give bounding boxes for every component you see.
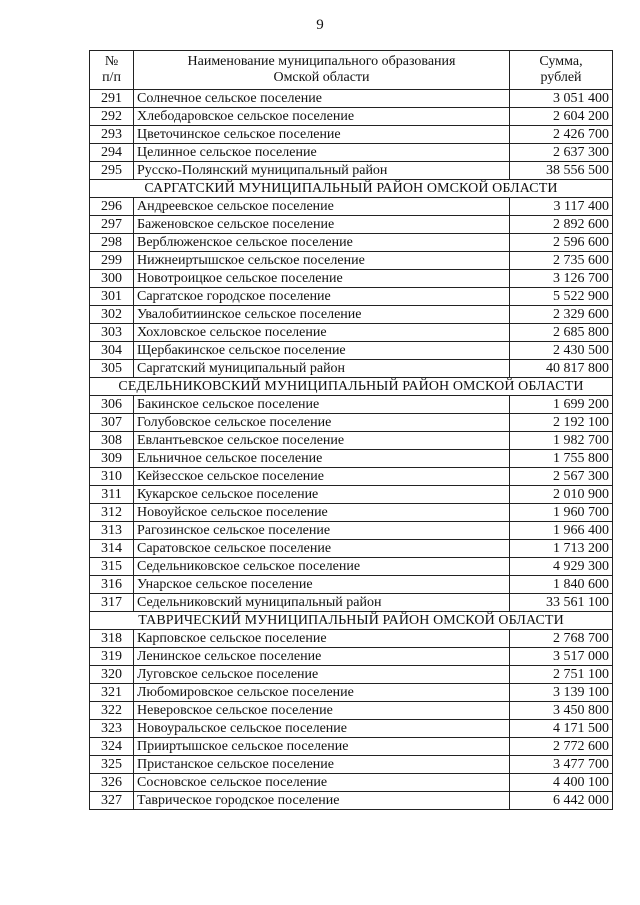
table-row (90, 450, 613, 468)
row-number: 294 (90, 144, 134, 162)
header-name-line2: Омской области (273, 70, 370, 85)
header-sum (510, 51, 613, 90)
row-name: Саргатский муниципальный район (134, 360, 510, 378)
row-name: Саргатское городское поселение (134, 288, 510, 306)
row-sum: 2 892 600 (510, 216, 613, 234)
row-name: Цветочинское сельское поселение (134, 126, 510, 144)
row-name: Русско-Полянский муниципальный район (134, 162, 510, 180)
row-sum: 3 477 700 (510, 756, 613, 774)
row-number: 320 (90, 666, 134, 684)
row-number: 291 (90, 90, 134, 108)
row-number: 296 (90, 198, 134, 216)
table-row (90, 792, 613, 810)
allocation-table (89, 50, 613, 810)
row-number: 319 (90, 648, 134, 666)
row-number: 321 (90, 684, 134, 702)
row-sum: 2 735 600 (510, 252, 613, 270)
table-row (90, 432, 613, 450)
row-sum: 40 817 800 (510, 360, 613, 378)
row-number: 324 (90, 738, 134, 756)
row-number: 292 (90, 108, 134, 126)
row-number: 315 (90, 558, 134, 576)
table-row (90, 324, 613, 342)
row-name: Хохловское сельское поселение (134, 324, 510, 342)
row-sum: 3 139 100 (510, 684, 613, 702)
row-number: 317 (90, 594, 134, 612)
row-sum: 4 400 100 (510, 774, 613, 792)
row-name: Таврическое городское поселение (134, 792, 510, 810)
table-row (90, 756, 613, 774)
row-sum: 1 982 700 (510, 432, 613, 450)
section-title: СЕДЕЛЬНИКОВСКИЙ МУНИЦИПАЛЬНЫЙ РАЙОН ОМСКОЙ ОБЛАСТИ (90, 378, 613, 396)
row-name: Седельниковское сельское поселение (134, 558, 510, 576)
row-sum: 3 450 800 (510, 702, 613, 720)
row-sum: 2 596 600 (510, 234, 613, 252)
row-number: 309 (90, 450, 134, 468)
row-sum: 3 117 400 (510, 198, 613, 216)
header-number (90, 51, 134, 90)
table-row (90, 486, 613, 504)
row-sum: 2 604 200 (510, 108, 613, 126)
row-number: 295 (90, 162, 134, 180)
row-sum: 38 556 500 (510, 162, 613, 180)
row-name: Кукарское сельское поселение (134, 486, 510, 504)
row-sum: 2 426 700 (510, 126, 613, 144)
row-number: 316 (90, 576, 134, 594)
table-row (90, 234, 613, 252)
row-sum: 1 755 800 (510, 450, 613, 468)
table-row (90, 360, 613, 378)
row-name: Сосновское сельское поселение (134, 774, 510, 792)
row-name: Хлебодаровское сельское поселение (134, 108, 510, 126)
row-name: Бакинское сельское поселение (134, 396, 510, 414)
section-title: САРГАТСКИЙ МУНИЦИПАЛЬНЫЙ РАЙОН ОМСКОЙ ОБЛАСТИ (90, 180, 613, 198)
table-row (90, 198, 613, 216)
row-name: Седельниковский муниципальный район (134, 594, 510, 612)
row-number: 300 (90, 270, 134, 288)
row-name: Любомировское сельское поселение (134, 684, 510, 702)
row-sum: 2 567 300 (510, 468, 613, 486)
table-row (90, 630, 613, 648)
section-title: ТАВРИЧЕСКИЙ МУНИЦИПАЛЬНЫЙ РАЙОН ОМСКОЙ ОБЛАСТИ (90, 612, 613, 630)
row-sum: 1 713 200 (510, 540, 613, 558)
row-number: 311 (90, 486, 134, 504)
table-row (90, 270, 613, 288)
row-name: Верблюженское сельское поселение (134, 234, 510, 252)
row-name: Кейзесское сельское поселение (134, 468, 510, 486)
table-body (90, 90, 613, 810)
table-row (90, 414, 613, 432)
header-sum-line1: Сумма, (539, 54, 583, 69)
row-sum: 4 171 500 (510, 720, 613, 738)
row-number: 312 (90, 504, 134, 522)
row-name: Андреевское сельское поселение (134, 198, 510, 216)
table-row (90, 738, 613, 756)
row-name: Голубовское сельское поселение (134, 414, 510, 432)
row-number: 298 (90, 234, 134, 252)
row-name: Новотроицкое сельское поселение (134, 270, 510, 288)
table-row (90, 774, 613, 792)
row-number: 297 (90, 216, 134, 234)
row-number: 308 (90, 432, 134, 450)
row-name: Целинное сельское поселение (134, 144, 510, 162)
row-number: 322 (90, 702, 134, 720)
header-sum-line2: рублей (540, 70, 582, 85)
table-row (90, 720, 613, 738)
row-sum: 2 192 100 (510, 414, 613, 432)
table-row (90, 576, 613, 594)
row-number: 305 (90, 360, 134, 378)
row-number: 314 (90, 540, 134, 558)
row-number: 302 (90, 306, 134, 324)
row-name: Новоуральское сельское поселение (134, 720, 510, 738)
row-sum: 33 561 100 (510, 594, 613, 612)
row-sum: 5 522 900 (510, 288, 613, 306)
row-name: Ленинское сельское поселение (134, 648, 510, 666)
table-row (90, 252, 613, 270)
table-row (90, 684, 613, 702)
table-row (90, 666, 613, 684)
row-number: 301 (90, 288, 134, 306)
row-sum: 3 517 000 (510, 648, 613, 666)
row-sum: 2 685 800 (510, 324, 613, 342)
section-row (90, 378, 613, 396)
table-row (90, 288, 613, 306)
table-row (90, 144, 613, 162)
table-header (90, 51, 613, 90)
row-name: Щербакинское сельское поселение (134, 342, 510, 360)
table-row (90, 126, 613, 144)
row-number: 299 (90, 252, 134, 270)
row-number: 307 (90, 414, 134, 432)
row-sum: 2 637 300 (510, 144, 613, 162)
row-number: 304 (90, 342, 134, 360)
table-row (90, 594, 613, 612)
row-sum: 2 010 900 (510, 486, 613, 504)
table-row (90, 468, 613, 486)
table-row (90, 342, 613, 360)
row-name: Пристанское сельское поселение (134, 756, 510, 774)
header-name (134, 51, 510, 90)
section-row (90, 612, 613, 630)
table-row (90, 702, 613, 720)
row-number: 313 (90, 522, 134, 540)
row-number: 310 (90, 468, 134, 486)
table-row (90, 108, 613, 126)
row-sum: 1 960 700 (510, 504, 613, 522)
table-row (90, 504, 613, 522)
row-name: Баженовское сельское поселение (134, 216, 510, 234)
row-name: Прииртышское сельское поселение (134, 738, 510, 756)
table-row (90, 540, 613, 558)
row-number: 318 (90, 630, 134, 648)
row-number: 306 (90, 396, 134, 414)
row-name: Новоуйское сельское поселение (134, 504, 510, 522)
table-row (90, 306, 613, 324)
table-row (90, 90, 613, 108)
row-name: Ельничное сельское поселение (134, 450, 510, 468)
table-row (90, 396, 613, 414)
row-name: Рагозинское сельское поселение (134, 522, 510, 540)
row-sum: 3 051 400 (510, 90, 613, 108)
row-number: 327 (90, 792, 134, 810)
row-sum: 2 329 600 (510, 306, 613, 324)
row-number: 323 (90, 720, 134, 738)
row-name: Унарское сельское поселение (134, 576, 510, 594)
header-number-line2: п/п (102, 70, 121, 85)
row-sum: 3 126 700 (510, 270, 613, 288)
row-sum: 6 442 000 (510, 792, 613, 810)
row-number: 293 (90, 126, 134, 144)
row-number: 303 (90, 324, 134, 342)
row-name: Луговское сельское поселение (134, 666, 510, 684)
row-name: Карповское сельское поселение (134, 630, 510, 648)
row-name: Увалобитиинское сельское поселение (134, 306, 510, 324)
row-name: Солнечное сельское поселение (134, 90, 510, 108)
table-row (90, 648, 613, 666)
table-row (90, 216, 613, 234)
row-sum: 2 768 700 (510, 630, 613, 648)
header-name-line1: Наименование муниципального образования (187, 54, 456, 69)
row-sum: 1 699 200 (510, 396, 613, 414)
header-number-line1: № (104, 54, 119, 69)
row-number: 326 (90, 774, 134, 792)
row-sum: 1 840 600 (510, 576, 613, 594)
table-row (90, 558, 613, 576)
page-number: 9 (316, 17, 324, 33)
row-sum: 1 966 400 (510, 522, 613, 540)
row-name: Саратовское сельское поселение (134, 540, 510, 558)
row-name: Неверовское сельское поселение (134, 702, 510, 720)
row-sum: 4 929 300 (510, 558, 613, 576)
row-sum: 2 772 600 (510, 738, 613, 756)
row-number: 325 (90, 756, 134, 774)
section-row (90, 180, 613, 198)
row-sum: 2 430 500 (510, 342, 613, 360)
row-sum: 2 751 100 (510, 666, 613, 684)
table-row (90, 162, 613, 180)
table-row (90, 522, 613, 540)
row-name: Евлантьевское сельское поселение (134, 432, 510, 450)
row-name: Нижнеиртышское сельское поселение (134, 252, 510, 270)
